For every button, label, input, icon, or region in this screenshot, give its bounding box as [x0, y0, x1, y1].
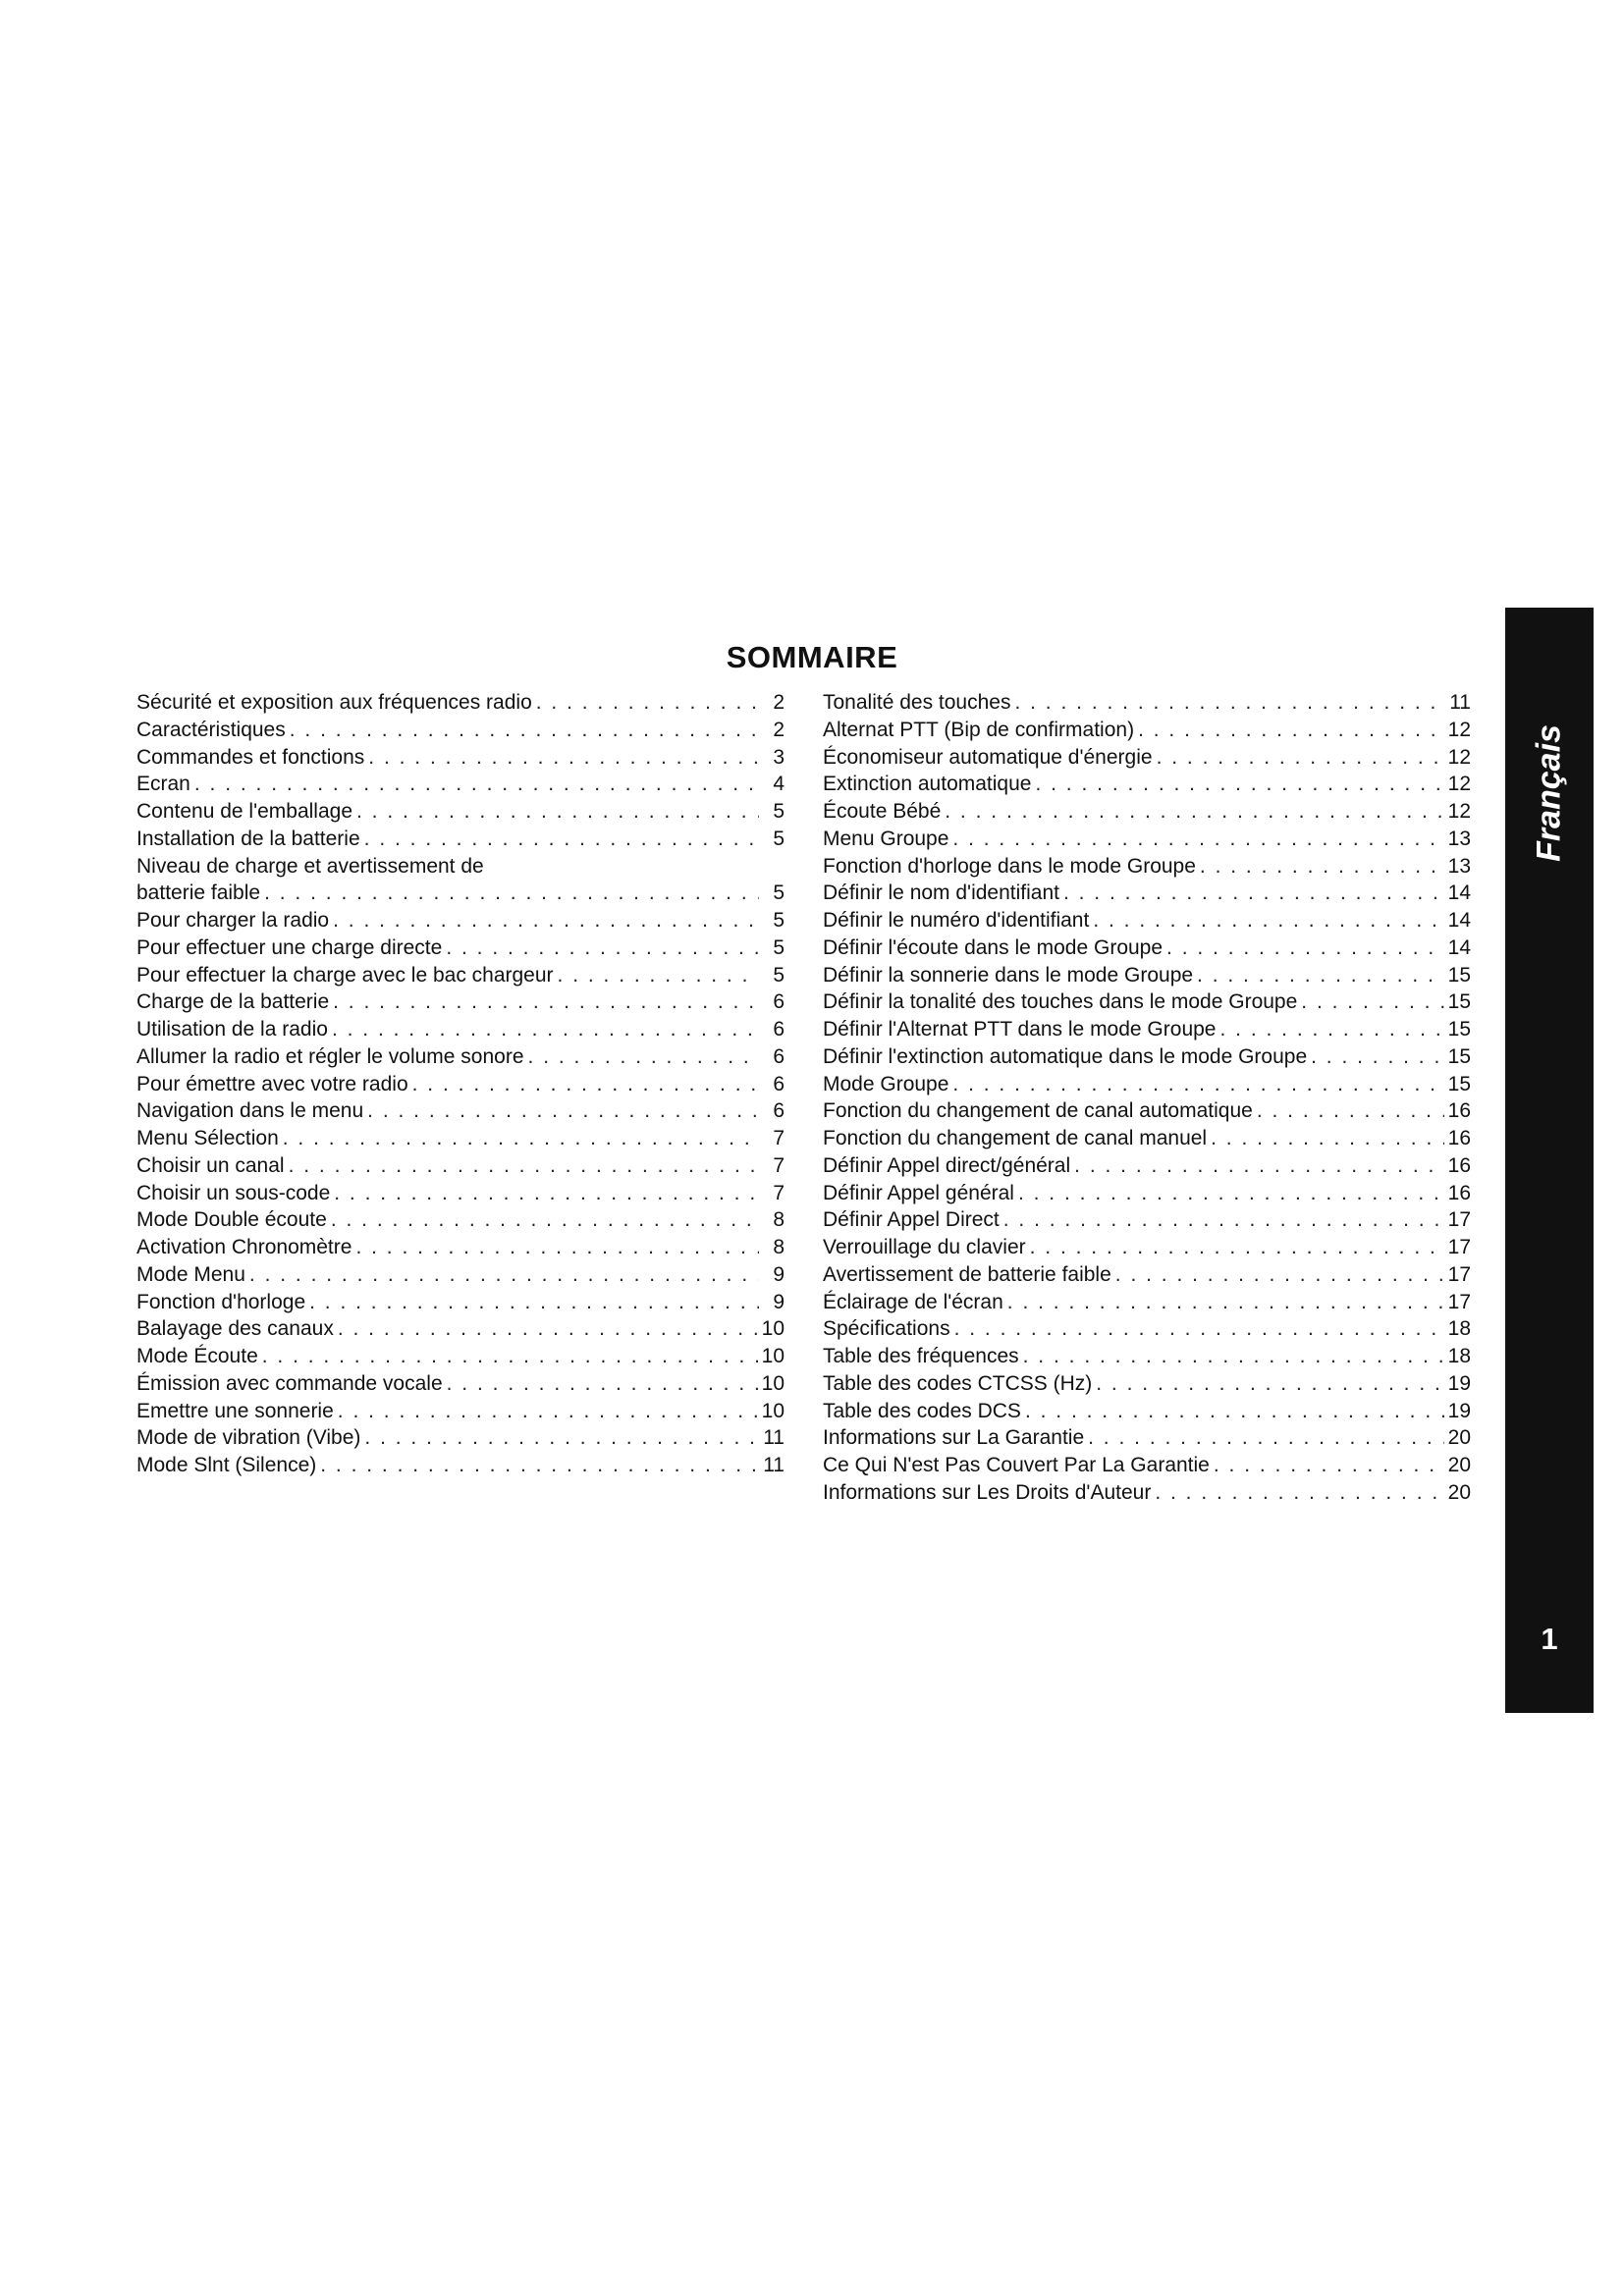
toc-leader-dots [528, 1043, 759, 1071]
toc-entry [136, 826, 785, 853]
toc-leader-dots [331, 1206, 759, 1234]
toc-entry [136, 1125, 785, 1152]
toc-leader-dots [364, 826, 759, 853]
toc-leader-dots [368, 744, 759, 772]
toc-entry-title: Emettre une sonnerie [136, 1399, 334, 1422]
toc-leader-dots [952, 1071, 1443, 1098]
toc-entry-page: 17 [1447, 1236, 1471, 1258]
toc-leader-dots [1157, 744, 1444, 772]
toc-entry-title: Table des codes CTCSS (Hz) [823, 1371, 1093, 1395]
toc-entry-title: Ce Qui N'est Pas Couvert Par La Garantie [823, 1454, 1210, 1476]
toc-entry-page: 16 [1447, 1127, 1471, 1149]
toc-entry-title: Mode de vibration (Vibe) [136, 1426, 361, 1450]
toc-entry-page: 15 [1447, 990, 1471, 1014]
toc-entry-page: 7 [773, 1153, 785, 1177]
toc-entry-page: 6 [773, 990, 785, 1014]
toc-entry-page: 17 [1447, 1208, 1471, 1232]
toc-left-column [136, 689, 785, 1479]
toc-entry-title: Commandes et fonctions [136, 745, 365, 769]
toc-entry-title: Écoute Bébé [823, 800, 942, 823]
toc-entry-page: 14 [1447, 909, 1471, 932]
toc-entry [823, 1261, 1471, 1289]
toc-entry-title: Alternat PTT (Bip de confirmation) [823, 718, 1135, 741]
toc-entry-page: 18 [1447, 1317, 1471, 1341]
toc-entry-title: Charge de la batterie [136, 990, 330, 1014]
toc-entry-title: Mode Groupe [823, 1072, 949, 1095]
toc-entry-page: 9 [773, 1290, 785, 1313]
toc-entry-page: 17 [1447, 1290, 1471, 1313]
toc-entry-title: Contenu de l'emballage [136, 800, 352, 823]
toc-leader-dots [412, 1071, 759, 1098]
toc-entry-page: 5 [773, 800, 785, 823]
toc-entry-page: 14 [1447, 881, 1471, 905]
toc-entry-page: 6 [773, 1072, 785, 1095]
toc-entry [823, 880, 1471, 907]
toc-entry-title: Informations sur La Garantie [823, 1426, 1085, 1450]
toc-entry-page: 17 [1447, 1262, 1471, 1286]
toc-entry [136, 1180, 785, 1207]
toc-entry [823, 1289, 1471, 1316]
toc-leader-dots [333, 907, 759, 934]
toc-leader-dots [1030, 1234, 1444, 1261]
toc-entry [823, 771, 1471, 798]
toc-entry-page: 5 [773, 963, 785, 987]
toc-entry [823, 1370, 1471, 1398]
toc-entry-page: 19 [1447, 1399, 1471, 1422]
toc-leader-dots [1138, 717, 1444, 744]
toc-entry-page: 14 [1447, 935, 1471, 959]
toc-leader-dots [1155, 1479, 1443, 1507]
toc-entry-title: Fonction d'horloge [136, 1290, 306, 1313]
toc-entry-title: Pour effectuer la charge avec le bac chargeur [136, 963, 554, 987]
toc-entry-page: 11 [763, 1454, 785, 1476]
toc-entry-page: 5 [773, 935, 785, 959]
toc-leader-dots [1088, 1424, 1444, 1452]
toc-entry-title: Éclairage de l'écran [823, 1290, 1003, 1313]
toc-leader-dots [1074, 1152, 1443, 1180]
toc-entry-title: Économiseur automatique d'énergie [823, 745, 1153, 769]
toc-entry-title: Mode Écoute [136, 1345, 258, 1367]
toc-entry-page: 10 [761, 1371, 785, 1395]
toc-entry [136, 744, 785, 772]
toc-entry-title: Pour charger la radio [136, 909, 330, 932]
toc-entry-title: Définir le numéro d'identifiant [823, 909, 1090, 932]
toc-entry-title: Fonction d'horloge dans le mode Groupe [823, 854, 1196, 878]
toc-entry [136, 1452, 785, 1479]
toc-entry-title: Activation Chronomètre [136, 1236, 352, 1258]
toc-entry-page: 11 [1449, 691, 1471, 714]
toc-entry [823, 853, 1471, 881]
toc-entry-title: Allumer la radio et régler le volume sonore [136, 1044, 524, 1068]
toc-entry-page: 15 [1447, 1044, 1471, 1068]
toc-entry-page: 12 [1447, 773, 1471, 796]
toc-leader-dots [1096, 1370, 1443, 1398]
toc-entry [823, 798, 1471, 826]
toc-entry-title: Définir l'extinction automatique dans le mode Groupe [823, 1044, 1308, 1068]
toc-entry-title: Niveau de charge et avertissement de [136, 854, 484, 878]
toc-entry-page: 20 [1447, 1454, 1471, 1476]
toc-entry-title: Choisir un canal [136, 1153, 285, 1177]
toc-leader-dots [1301, 988, 1443, 1016]
toc-entry-page: 8 [773, 1208, 785, 1232]
toc-entry-page: 16 [1447, 1099, 1471, 1123]
toc-leader-dots [264, 880, 759, 907]
toc-leader-dots [1014, 689, 1445, 717]
toc-leader-dots [283, 1125, 759, 1152]
toc-entry-page: 7 [773, 1127, 785, 1149]
toc-entry [136, 1315, 785, 1343]
toc-entry [136, 962, 785, 989]
toc-entry-title: Définir l'Alternat PTT dans le mode Groupe [823, 1018, 1217, 1041]
toc-entry-title: Définir l'écoute dans le mode Groupe [823, 935, 1164, 959]
toc-entry-page: 12 [1447, 745, 1471, 769]
toc-entry-title: Définir la sonnerie dans le mode Groupe [823, 963, 1194, 987]
toc-entry [136, 1370, 785, 1398]
toc-leader-dots [447, 1370, 758, 1398]
toc-entry [136, 1424, 785, 1452]
toc-entry-page: 15 [1447, 1018, 1471, 1041]
toc-leader-dots [356, 798, 759, 826]
toc-entry-page: 11 [763, 1426, 785, 1450]
toc-entry [136, 1343, 785, 1370]
toc-entry-title: Table des fréquences [823, 1345, 1019, 1367]
toc-entry [823, 1180, 1471, 1207]
toc-leader-dots [338, 1315, 758, 1343]
toc-entry-title: Définir la tonalité des touches dans le mode Groupe [823, 990, 1298, 1014]
toc-entry-page: 10 [761, 1345, 785, 1367]
toc-entry [823, 1234, 1471, 1261]
toc-leader-dots [333, 988, 759, 1016]
toc-entry-page: 8 [773, 1236, 785, 1258]
toc-entry [823, 1398, 1471, 1425]
toc-entry [136, 1097, 785, 1125]
toc-entry-page: 2 [773, 691, 785, 714]
toc-entry-title: Avertissement de batterie faible [823, 1262, 1111, 1286]
toc-leader-dots [1007, 1289, 1444, 1316]
toc-entry-page: 3 [773, 745, 785, 769]
page-number: 1 [1541, 1622, 1558, 1656]
toc-leader-dots [249, 1261, 759, 1289]
toc-entry [136, 934, 785, 962]
toc-entry-title: Pour émettre avec votre radio [136, 1072, 408, 1095]
toc-entry-title: Informations sur Les Droits d'Auteur [823, 1480, 1152, 1504]
toc-entry-page: 6 [773, 1099, 785, 1123]
toc-leader-dots [446, 934, 759, 962]
toc-leader-dots [1025, 1398, 1444, 1425]
toc-entry-page: 12 [1447, 718, 1471, 741]
toc-entry [823, 1097, 1471, 1125]
toc-leader-dots [536, 689, 759, 717]
toc-entry [823, 962, 1471, 989]
toc-entry-page: 10 [761, 1399, 785, 1422]
toc-entry [136, 1261, 785, 1289]
toc-entry-title: Installation de la batterie [136, 827, 360, 850]
toc-leader-dots [334, 1180, 759, 1207]
toc-entry [823, 744, 1471, 772]
toc-leader-dots [954, 1315, 1444, 1343]
toc-entry [136, 771, 785, 798]
toc-entry-page: 9 [773, 1262, 785, 1286]
toc-entry-title: Fonction du changement de canal automatique [823, 1099, 1253, 1123]
toc-entry-title: batterie faible [136, 881, 261, 905]
toc-entry-page: 15 [1447, 963, 1471, 987]
toc-entry [823, 1479, 1471, 1507]
toc-entry-page: 5 [773, 909, 785, 932]
toc-entry-page: 20 [1447, 1426, 1471, 1450]
toc-entry-title: Utilisation de la radio [136, 1018, 328, 1041]
toc-entry-page: 20 [1447, 1480, 1471, 1504]
toc-entry-title: Pour effectuer une charge directe [136, 935, 443, 959]
toc-entry-title: Définir Appel direct/général [823, 1153, 1071, 1177]
toc-leader-dots [1211, 1125, 1444, 1152]
toc-entry [823, 1424, 1471, 1452]
toc-leader-dots [290, 717, 759, 744]
toc-leader-dots [1003, 1206, 1444, 1234]
toc-leader-dots [1115, 1261, 1444, 1289]
toc-entry-title: Verrouillage du clavier [823, 1236, 1026, 1258]
toc-entry [823, 1315, 1471, 1343]
toc-entry-page: 5 [773, 881, 785, 905]
toc-entry-page: 16 [1447, 1181, 1471, 1204]
toc-entry [136, 689, 785, 717]
toc-leader-dots [1035, 771, 1443, 798]
toc-entry-title: Table des codes DCS [823, 1399, 1021, 1422]
toc-leader-dots [952, 826, 1443, 853]
toc-entry-title: Caractéristiques [136, 718, 286, 741]
toc-entry-title: Menu Sélection [136, 1127, 279, 1149]
toc-entry-page: 18 [1447, 1345, 1471, 1367]
toc-leader-dots [945, 798, 1443, 826]
toc-entry-page: 19 [1447, 1371, 1471, 1395]
toc-entry-page: 7 [773, 1181, 785, 1204]
toc-leader-dots [309, 1289, 759, 1316]
toc-leader-dots [194, 771, 759, 798]
toc-entry-page: 2 [773, 718, 785, 741]
toc-entry [823, 1152, 1471, 1180]
toc-entry [136, 907, 785, 934]
toc-leader-dots [1166, 934, 1444, 962]
toc-leader-dots [289, 1152, 759, 1180]
toc-entry-title: Sécurité et exposition aux fréquences radio [136, 691, 532, 714]
toc-entry-title: Mode Slnt (Silence) [136, 1454, 317, 1476]
toc-entry-page: 13 [1447, 827, 1471, 850]
toc-entry-page: 4 [773, 773, 785, 796]
toc-entry [136, 853, 785, 881]
toc-entry-title: Définir le nom d'identifiant [823, 881, 1059, 905]
toc-entry-page: 10 [761, 1317, 785, 1341]
toc-leader-dots [367, 1097, 759, 1125]
toc-entry-title: Mode Menu [136, 1262, 245, 1286]
toc-entry [136, 988, 785, 1016]
toc-entry [823, 1125, 1471, 1152]
toc-entry-title: Mode Double écoute [136, 1208, 327, 1232]
toc-entry [823, 1343, 1471, 1370]
toc-leader-dots [1093, 907, 1443, 934]
toc-entry [136, 1289, 785, 1316]
toc-entry [136, 1206, 785, 1234]
toc-leader-dots [1023, 1343, 1444, 1370]
toc-entry-title: Définir Appel Direct [823, 1208, 1000, 1232]
toc-entry [823, 934, 1471, 962]
toc-entry [136, 717, 785, 744]
toc-entry [136, 1152, 785, 1180]
toc-leader-dots [338, 1398, 758, 1425]
toc-entry-page: 12 [1447, 800, 1471, 823]
toc-leader-dots [1197, 962, 1444, 989]
toc-leader-dots [1257, 1097, 1444, 1125]
toc-leader-dots [1018, 1180, 1444, 1207]
toc-entry [823, 1206, 1471, 1234]
toc-right-column [823, 689, 1471, 1507]
toc-leader-dots [558, 962, 759, 989]
toc-leader-dots [1311, 1043, 1444, 1071]
toc-leader-dots [1063, 880, 1444, 907]
toc-entry-title: Spécifications [823, 1317, 950, 1341]
toc-entry-title: Extinction automatique [823, 773, 1032, 796]
toc-entry [823, 1452, 1471, 1479]
toc-entry [136, 1234, 785, 1261]
toc-entry [823, 1016, 1471, 1043]
toc-entry [823, 1043, 1471, 1071]
toc-entry-page: 13 [1447, 854, 1471, 878]
toc-leader-dots [1200, 853, 1444, 881]
toc-entry-page: 6 [773, 1044, 785, 1068]
toc-leader-dots [355, 1234, 759, 1261]
toc-entry-title: Navigation dans le menu [136, 1099, 364, 1123]
toc-entry [823, 988, 1471, 1016]
toc-entry-title: Définir Appel général [823, 1181, 1014, 1204]
page-title: SOMMAIRE [726, 640, 898, 674]
toc-entry-title: Choisir un sous-code [136, 1181, 331, 1204]
toc-entry [136, 1398, 785, 1425]
toc-entry-title: Émission avec commande vocale [136, 1371, 443, 1395]
toc-entry-page: 15 [1447, 1072, 1471, 1095]
toc-entry-page: 16 [1447, 1153, 1471, 1177]
toc-leader-dots [320, 1452, 759, 1479]
toc-leader-dots [1214, 1452, 1444, 1479]
toc-entry-page: 6 [773, 1018, 785, 1041]
toc-entry [823, 717, 1471, 744]
toc-entry [136, 798, 785, 826]
toc-entry-page: 5 [773, 827, 785, 850]
toc-entry-title: Tonalité des touches [823, 691, 1011, 714]
toc-entry [823, 1071, 1471, 1098]
toc-entry [136, 1071, 785, 1098]
toc-entry-title: Balayage des canaux [136, 1317, 334, 1341]
toc-entry-title: Fonction du changement de canal manuel [823, 1127, 1208, 1149]
toc-leader-dots [332, 1016, 759, 1043]
toc-leader-dots [262, 1343, 758, 1370]
toc-entry [136, 880, 785, 907]
toc-entry-title: Ecran [136, 773, 190, 796]
toc-entry-title: Menu Groupe [823, 827, 949, 850]
toc-entry [823, 907, 1471, 934]
toc-leader-dots [1219, 1016, 1443, 1043]
language-label: Français [1530, 724, 1568, 862]
toc-entry [823, 826, 1471, 853]
toc-leader-dots [364, 1424, 759, 1452]
toc-entry [136, 1016, 785, 1043]
toc-entry [823, 689, 1471, 717]
toc-entry [136, 1043, 785, 1071]
